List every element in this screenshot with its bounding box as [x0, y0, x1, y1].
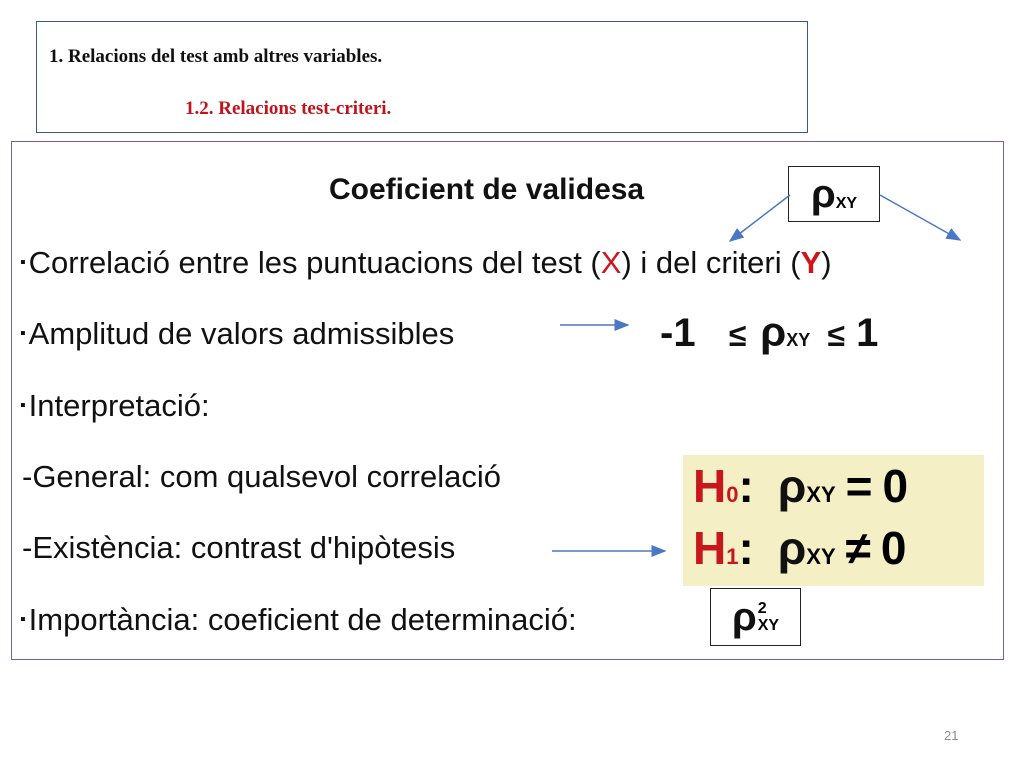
- slide-number: 21: [944, 728, 959, 743]
- rho-squared-box: ρ 2 XY: [710, 588, 801, 646]
- bullet-correlation: ▪Correlació entre les puntuacions del test (X) i del criteri (Y): [20, 245, 832, 280]
- general-line: -General: com qualsevol correlació: [22, 459, 501, 494]
- header-line-2: 1.2. Relacions test-criteri.: [185, 98, 392, 119]
- range-formula: -1 ≤ ρXY ≤ 1: [660, 308, 879, 355]
- content-title: Coeficient de validesa: [329, 173, 645, 206]
- rho-symbol: ρ: [810, 171, 836, 216]
- h0-formula: H0: ρXY = 0: [693, 460, 909, 512]
- header-line-1: 1. Relacions del test amb altres variables.: [49, 46, 383, 67]
- squared-superscript: 2: [757, 600, 767, 617]
- h1-formula: H1: ρXY ≠ 0: [693, 522, 907, 574]
- bullet-importance: ▪Importància: coeficient de determinació:: [20, 602, 577, 637]
- y-variable: Y: [800, 245, 822, 280]
- xy-subscript: XY: [835, 195, 858, 212]
- bullet-marker: ▪: [20, 397, 26, 414]
- bullet-range: ▪Amplitud de valors admissibles: [20, 316, 455, 351]
- bullet-interpretation: ▪Interpretació:: [20, 388, 210, 423]
- arrow-to-y: [880, 195, 960, 240]
- bullet-marker: ▪: [20, 254, 26, 271]
- bullet-marker: ▪: [20, 611, 26, 628]
- existence-line: -Existència: contrast d'hipòtesis: [22, 530, 456, 565]
- arrow-to-x: [730, 195, 790, 241]
- x-variable: X: [600, 245, 622, 280]
- bullet-marker: ▪: [20, 325, 26, 342]
